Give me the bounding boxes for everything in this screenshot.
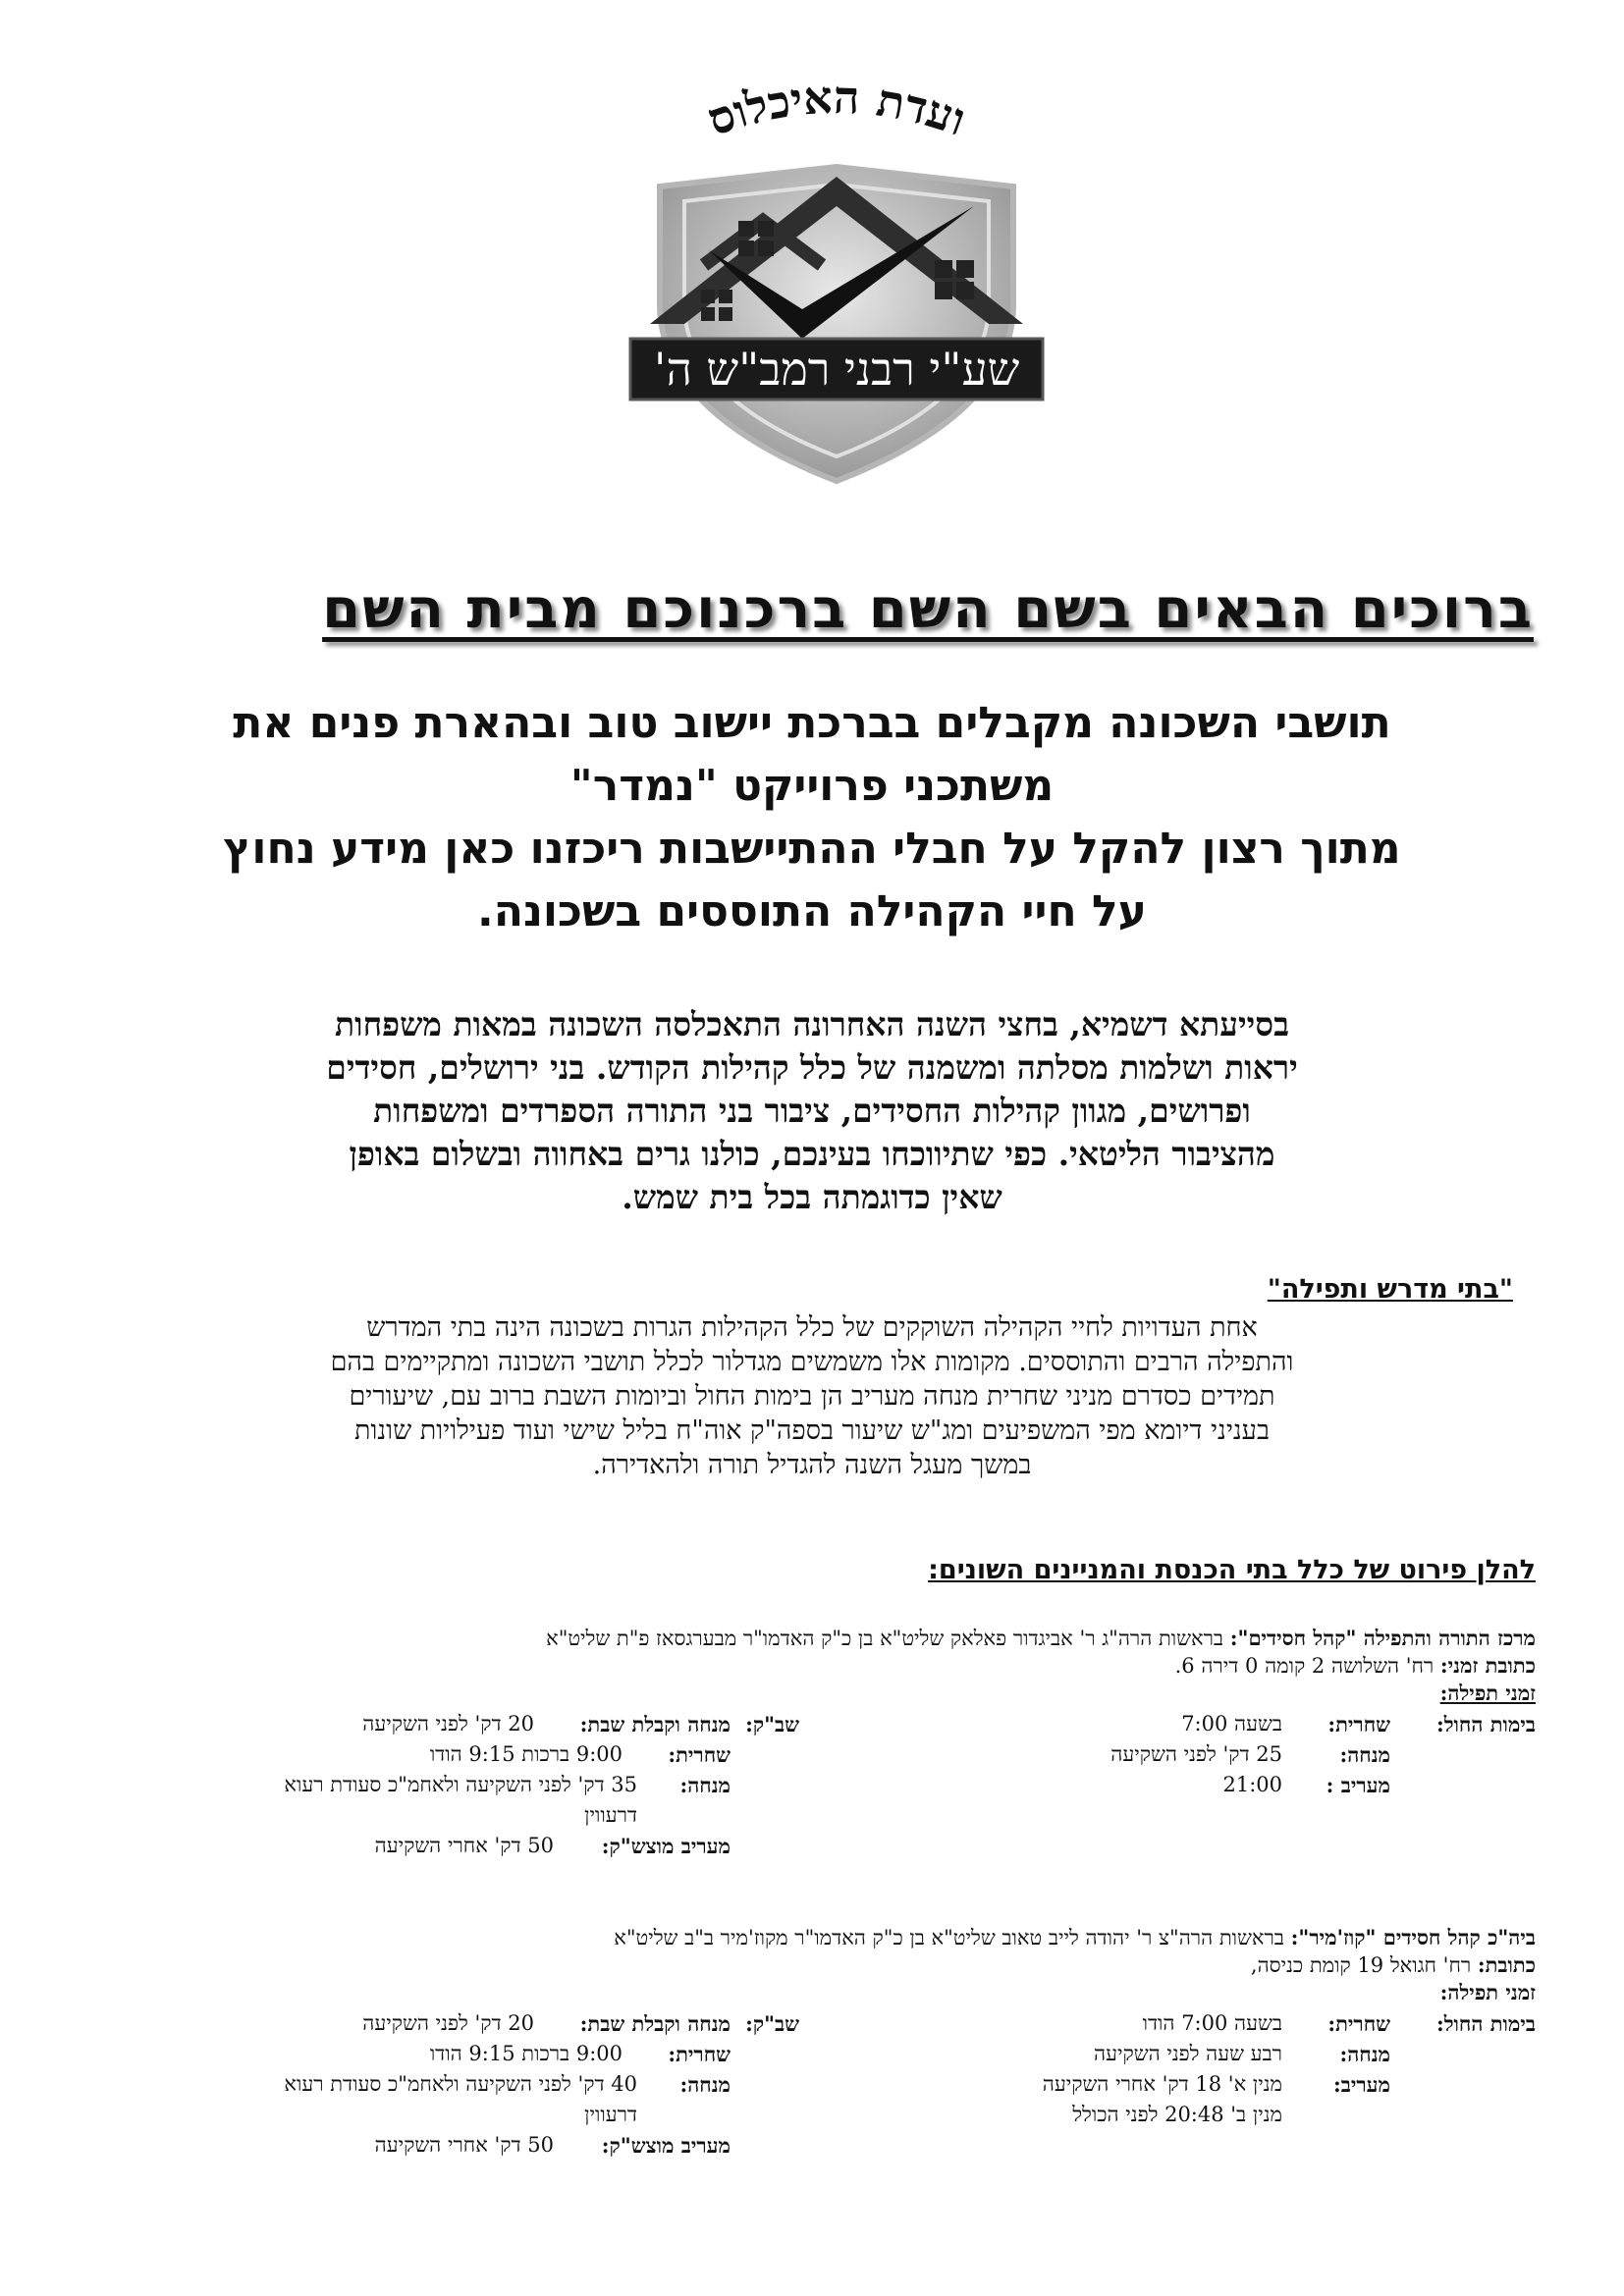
entry-name: ביה"כ קהל חסידים "קוז'מיר": — [1290, 1925, 1536, 1949]
time-value: בשעה 7:00 הודו — [1142, 2011, 1282, 2035]
welcome-headline: ברוכים הבאים בשם השם ברכנוכם מבית השם — [322, 577, 1534, 641]
entry-address-line — [88, 1951, 1536, 1979]
list-title: להלן פירוט של כלל בתי הכנסת והמניינים השונים: — [928, 1555, 1536, 1585]
weekday-times — [927, 1709, 1536, 1800]
time-row — [249, 2008, 799, 2039]
prayer-times-label: זמני תפילה: — [1439, 1980, 1536, 2004]
time-label: מנחה: — [679, 1773, 731, 1797]
time-value: מנין א' 18 דק' אחרי השקיעה — [1042, 2072, 1282, 2096]
time-row — [927, 1739, 1536, 1770]
entry-address-line — [88, 1652, 1536, 1680]
time-label: מנחה: — [1339, 1742, 1390, 1767]
time-row — [249, 1739, 799, 1770]
section-title: "בתי מדרש ותפילה" — [1267, 1274, 1513, 1305]
window-icon — [738, 240, 754, 256]
address-value: רח' חגואל 19 קומת כניסה, — [1250, 1953, 1472, 1977]
time-row — [249, 1831, 799, 1861]
community-paragraph — [98, 1003, 1526, 1219]
time-row — [249, 1709, 799, 1739]
time-row — [249, 1770, 799, 1831]
weekday-label: בימות החול: — [1435, 1712, 1536, 1736]
time-row — [927, 1709, 1536, 1739]
weekday-label: בימות החול: — [1435, 2011, 1536, 2036]
paragraph-line: יראות ושלמות מסלתה ומשמנה של כלל קהילות הקודש. בני ירושלים, חסידים — [326, 1048, 1298, 1087]
time-label: שחרית: — [668, 1742, 731, 1767]
logo-banner-text: שע"י רבני רמב"ש ה' — [653, 343, 1020, 396]
time-value: 9:00 ברכות 9:15 הודו — [429, 1742, 623, 1766]
time-value: 21:00 — [1222, 1773, 1282, 1796]
window-icon — [701, 290, 715, 303]
time-value: 40 דק' לפני השקיעה ולאחמ"כ סעודת רעוא דרעווין — [284, 2072, 637, 2126]
window-icon — [719, 307, 732, 321]
shabbat-times — [249, 2008, 799, 2161]
time-value: רבע שעה לפני השקיעה — [1094, 2042, 1282, 2065]
paragraph-line: בסייעתא דשמיא, בחצי השנה האחרונה התאכלסה השכונה במאות משפחות — [335, 1005, 1289, 1043]
time-row — [927, 1770, 1536, 1800]
window-icon — [935, 260, 952, 278]
intro-line: על חיי הקהילה התוססים בשכונה. — [477, 886, 1147, 936]
shabbat-label: שב"ק: — [745, 2011, 799, 2036]
time-row — [927, 2069, 1536, 2100]
window-icon — [956, 260, 974, 278]
shield-shape — [660, 167, 1013, 481]
time-value: 9:00 ברכות 9:15 הודו — [429, 2042, 623, 2065]
section-line: במשך מעגל השנה להגדיל תורה ולהאדירה. — [592, 1450, 1032, 1480]
time-value: 20 דק' לפני השקיעה — [362, 2011, 534, 2035]
address-label: כתובת זמני: — [1439, 1653, 1536, 1678]
time-row — [927, 2100, 1536, 2130]
section-body — [93, 1310, 1531, 1482]
intro-line: תושבי השכונה מקבלים בברכת יישוב טוב ובהארת פנים את — [233, 698, 1391, 748]
time-label: מעריב מוצש"ק: — [601, 2133, 731, 2158]
time-label: מנחה: — [1339, 2042, 1390, 2066]
intro-block — [88, 692, 1536, 943]
times-columns — [88, 2008, 1536, 2156]
time-row — [249, 2130, 799, 2161]
time-row — [249, 2039, 799, 2069]
section-line: אחת העדויות לחיי הקהילה השוקקים של כלל הקהילות הגרות בשכונה הינה בתי המדרש — [366, 1312, 1258, 1343]
synagogue-entry — [88, 1625, 1536, 1856]
time-value: 20 דק' לפני השקיעה — [362, 1712, 534, 1735]
time-label: מעריב מוצש"ק: — [601, 1834, 731, 1858]
section-line: תמידים כסדרם מניני שחרית מנחה מעריב הן בימות החול וביומות השבת ברוב עם, שיעורים — [349, 1381, 1275, 1412]
paragraph-line: ופרושים, מגוון קהילות החסידים, ציבור בני התורה הספרדים ומשפחות — [373, 1092, 1251, 1130]
entry-header — [88, 1924, 1536, 1951]
time-value: 35 דק' לפני השקיעה ולאחמ"כ סעודת רעוא דרעווין — [284, 1773, 637, 1827]
time-label: שחרית: — [1327, 2011, 1390, 2036]
time-label: מנחה: — [679, 2072, 731, 2097]
section-line: והתפילה הרבים והתוססים. מקומות אלו משמשים מגדלור לכלל תושבי השכונה ומתקיימים בהם — [330, 1347, 1294, 1377]
logo-arc-text — [701, 71, 973, 146]
window-icon — [719, 290, 732, 303]
entry-name: מרכז התורה והתפילה "קהל חסידים": — [1229, 1626, 1536, 1650]
time-label — [1282, 2100, 1390, 2130]
paragraph-line: מהציבור הליטאי. כפי שתיווכחו בעינכם, כולנו גרים באחווה ובשלום באופן — [349, 1135, 1275, 1173]
time-label: מנחה וקבלת שבת: — [579, 1712, 731, 1736]
entry-description: בראשות הרה"צ ר' יהודה לייב טאוב שליט"א בן כ"ק האדמו"ר מקוז'מיר ב"ב שליט"א — [614, 1926, 1284, 1949]
shabbat-times — [249, 1709, 799, 1861]
time-value: 25 דק' לפני השקיעה — [1110, 1742, 1282, 1766]
time-row — [927, 2039, 1536, 2069]
times-columns — [88, 1709, 1536, 1856]
intro-line: משתכני פרוייקט "נמדר" — [569, 761, 1055, 811]
time-label: מעריב: — [1332, 2072, 1390, 2097]
time-row — [927, 2008, 1536, 2039]
shabbat-label: שב"ק: — [745, 1712, 799, 1736]
time-value: 50 דק' אחרי השקיעה — [374, 1834, 554, 1857]
synagogue-entry — [88, 1924, 1536, 2156]
logo-graphic — [591, 59, 1082, 491]
paragraph-line: שאין כדוגמתה בכל בית שמש. — [622, 1178, 1002, 1216]
time-label: שחרית: — [1327, 1712, 1390, 1736]
section-line: בעניני דיומא מפי המשפיעים ומג"ש שיעור בספה"ק אוה"ח בליל שישי ועוד פעילויות שונות — [354, 1415, 1270, 1446]
time-label: מנחה וקבלת שבת: — [579, 2011, 731, 2036]
intro-line: מתוך רצון להקל על חבלי ההתיישבות ריכזנו כאן מידע נחוץ — [223, 824, 1401, 874]
window-icon — [758, 221, 774, 237]
window-icon — [935, 282, 952, 299]
time-value: מנין ב' 20:48 לפני הכולל — [1072, 2103, 1282, 2126]
time-row — [249, 2069, 799, 2130]
entry-description: בראשות הרה"ג ר' אביגדור פאלאק שליט"א בן כ"ק האדמו"ר מבערגסאז פ"ת שליט"א — [546, 1627, 1224, 1650]
weekday-times — [927, 2008, 1536, 2130]
time-label: שחרית: — [668, 2042, 731, 2066]
time-value: בשעה 7:00 — [1181, 1712, 1282, 1735]
time-label: מעריב : — [1326, 1773, 1390, 1797]
committee-logo — [591, 59, 1082, 491]
window-icon — [956, 282, 974, 299]
time-value: 50 דק' אחרי השקיעה — [374, 2133, 554, 2157]
address-value: רח' השלושה 2 קומה 0 דירה 6. — [1174, 1654, 1435, 1678]
window-icon — [738, 221, 754, 237]
window-icon — [758, 240, 774, 256]
prayer-times-label: זמני תפילה: — [1439, 1681, 1536, 1705]
entry-header — [88, 1625, 1536, 1652]
address-label: כתובת: — [1477, 1952, 1536, 1977]
window-icon — [701, 307, 715, 321]
logo-arc-textpath: ועדת האיכלוס — [700, 70, 973, 147]
